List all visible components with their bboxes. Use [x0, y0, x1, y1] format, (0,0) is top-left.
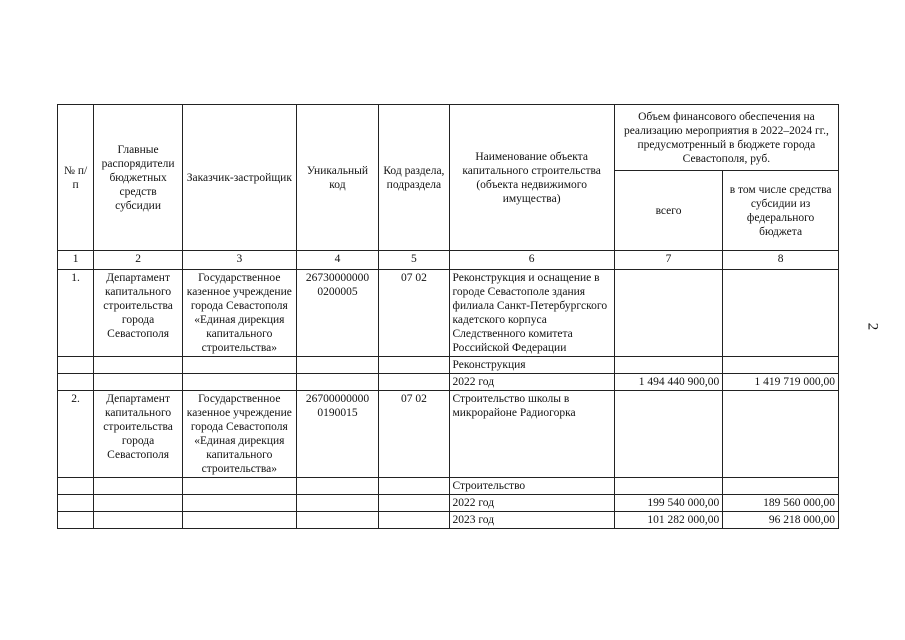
row-num: 1.: [58, 270, 94, 357]
row-section-code: 07 02: [379, 391, 449, 478]
table-row: [58, 495, 839, 512]
row-manager: Департамент капитального строительства города Севастополя: [94, 270, 183, 357]
header-object-name: Наименование объекта капитального строительства (объекта недвижимого имущества): [449, 105, 614, 251]
row-year: 2022 год: [449, 374, 614, 391]
table-row: [58, 270, 839, 357]
row-unique-code: 26730000000 0200005: [296, 270, 379, 357]
header-federal: в том числе средства субсидии из федерального бюджета: [723, 171, 839, 251]
row-num: 2.: [58, 391, 94, 478]
header-total: всего: [614, 171, 722, 251]
row-federal: 1 419 719 000,00: [723, 374, 839, 391]
table-row: [58, 478, 839, 495]
row-customer: Государственное казенное учреждение города Севастополя «Единая дирекция капитального строительства»: [183, 270, 297, 357]
column-number: 6: [449, 251, 614, 270]
table-row: [58, 391, 839, 478]
column-number: 2: [94, 251, 183, 270]
row-manager: Департамент капитального строительства города Севастополя: [94, 391, 183, 478]
row-year: 2023 год: [449, 512, 614, 529]
column-number: 4: [296, 251, 379, 270]
row-federal: 96 218 000,00: [723, 512, 839, 529]
row-object-name: Реконструкция и оснащение в городе Севастополе здания филиала Санкт-Петербургского кадетского корпуса Следственного комитета Российской Федерации: [449, 270, 614, 357]
column-number: 1: [58, 251, 94, 270]
column-number: 8: [723, 251, 839, 270]
header-num: № п/п: [58, 105, 94, 251]
header-funding: Объем финансового обеспечения на реализацию мероприятия в 2022–2024 гг., предусмотренный в бюджете города Севастополя, руб.: [614, 105, 838, 171]
table-row: [58, 512, 839, 529]
row-year: 2022 год: [449, 495, 614, 512]
row-customer: Государственное казенное учреждение города Севастополя «Единая дирекция капитального строительства»: [183, 391, 297, 478]
row-section-code: 07 02: [379, 270, 449, 357]
column-number: 3: [183, 251, 297, 270]
column-number: 5: [379, 251, 449, 270]
funding-table: [57, 104, 839, 529]
column-number: 7: [614, 251, 722, 270]
column-number-row: [58, 251, 839, 270]
table-row: [58, 357, 839, 374]
row-work-type: Реконструкция: [449, 357, 614, 374]
table-row: [58, 374, 839, 391]
page-number: 2: [864, 322, 881, 331]
header-section-code: Код раздела, подраздела: [379, 105, 449, 251]
row-federal: 189 560 000,00: [723, 495, 839, 512]
header-customer: Заказчик-застройщик: [183, 105, 297, 251]
header-managers: Главные распорядители бюджетных средств субсидии: [94, 105, 183, 251]
row-total: 101 282 000,00: [614, 512, 722, 529]
row-unique-code: 26700000000 0190015: [296, 391, 379, 478]
row-object-name: Строительство школы в микрорайоне Радиогорка: [449, 391, 614, 478]
row-total: 1 494 440 900,00: [614, 374, 722, 391]
row-total: 199 540 000,00: [614, 495, 722, 512]
header-unique-code: Уникальный код: [296, 105, 379, 251]
row-work-type: Строительство: [449, 478, 614, 495]
